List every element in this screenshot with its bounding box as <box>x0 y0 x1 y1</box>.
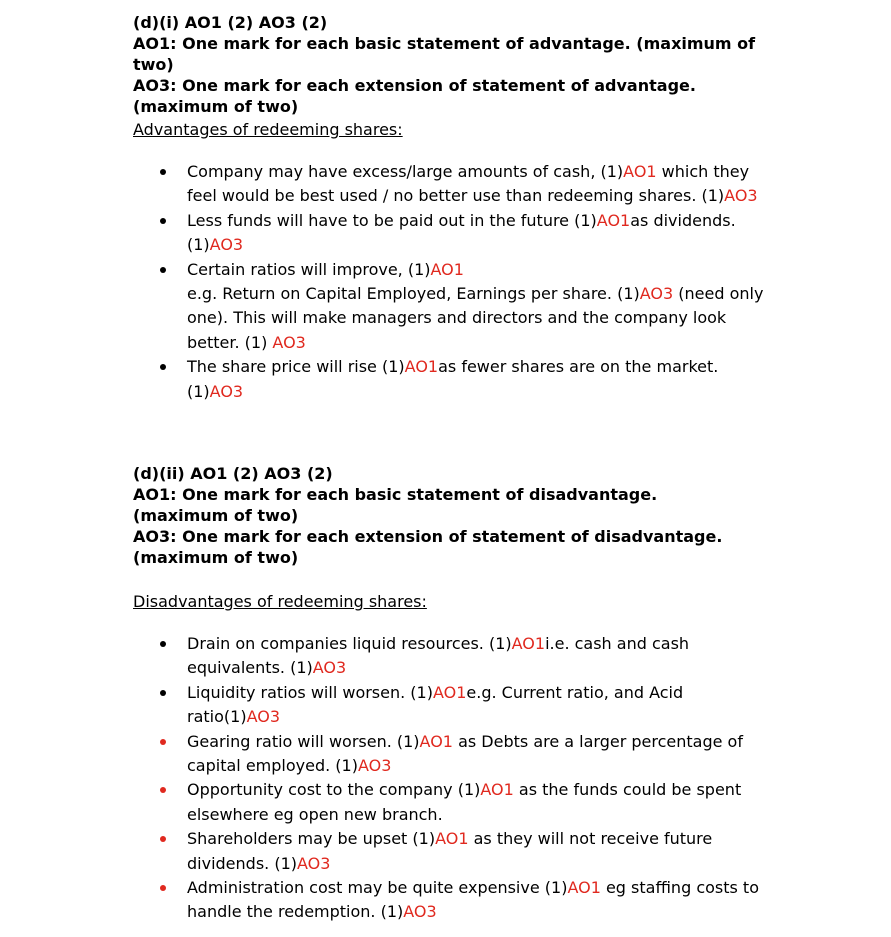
section-i-heading: (d)(i) AO1 (2) AO3 (2) <box>133 13 328 32</box>
bullet-icon <box>160 169 166 175</box>
section-ii-header <box>133 463 743 568</box>
disadvantages-subheading: Disadvantages of redeeming shares: <box>133 592 427 611</box>
bullet-icon <box>160 364 166 370</box>
section-ii-ao1-criteria: AO1: One mark for each basic statement of disadvantage. (maximum of two) <box>133 485 658 525</box>
bullet-icon <box>160 641 166 647</box>
advantages-subheading: Advantages of redeeming shares: <box>133 120 403 139</box>
bullet-icon <box>160 885 166 891</box>
section-ii-ao3-criteria: AO3: One mark for each extension of statement of disadvantage. (maximum of two) <box>133 527 723 567</box>
bullet-icon <box>160 739 166 745</box>
list-item: Gearing ratio will worsen. (1)AO1 as Debts are a larger percentage of capital employed. (1)AO3 <box>0 730 767 779</box>
section-ii-heading: (d)(ii) AO1 (2) AO3 (2) <box>133 464 333 483</box>
list-item: Liquidity ratios will worsen. (1)AO1e.g. Current ratio, and Acid ratio(1)AO3 <box>0 681 767 730</box>
disadvantages-list <box>0 632 767 925</box>
list-item: Administration cost may be quite expensive (1)AO1 eg staffing costs to handle the redemption. (1)AO3 <box>0 876 767 925</box>
section-i-ao3-criteria: AO3: One mark for each extension of statement of advantage. (maximum of two) <box>133 76 696 116</box>
bullet-icon <box>160 267 166 273</box>
list-item: Certain ratios will improve, (1)AO1 e.g. Return on Capital Employed, Earnings per share. (1)AO3 (need only one). This will make managers and directors and the company look better. (1) AO3 <box>0 258 767 356</box>
bullet-icon <box>160 690 166 696</box>
bullet-icon <box>160 787 166 793</box>
list-item: Drain on companies liquid resources. (1)AO1i.e. cash and cash equivalents. (1)AO3 <box>0 632 767 681</box>
section-i-ao1-criteria: AO1: One mark for each basic statement of advantage. (maximum of two) <box>133 34 756 74</box>
advantages-list <box>0 160 767 404</box>
list-item: Company may have excess/large amounts of cash, (1)AO1 which they feel would be best used / no better use than redeeming shares. (1)AO3 <box>0 160 767 209</box>
list-item: The share price will rise (1)AO1as fewer shares are on the market. (1)AO3 <box>0 355 767 404</box>
section-i-header <box>133 12 773 117</box>
list-item: Less funds will have to be paid out in the future (1)AO1as dividends. (1)AO3 <box>0 209 767 258</box>
bullet-icon <box>160 218 166 224</box>
list-item: Shareholders may be upset (1)AO1 as they will not receive future dividends. (1)AO3 <box>0 827 767 876</box>
bullet-icon <box>160 836 166 842</box>
list-item: Opportunity cost to the company (1)AO1 as the funds could be spent elsewhere eg open new branch. <box>0 778 767 827</box>
